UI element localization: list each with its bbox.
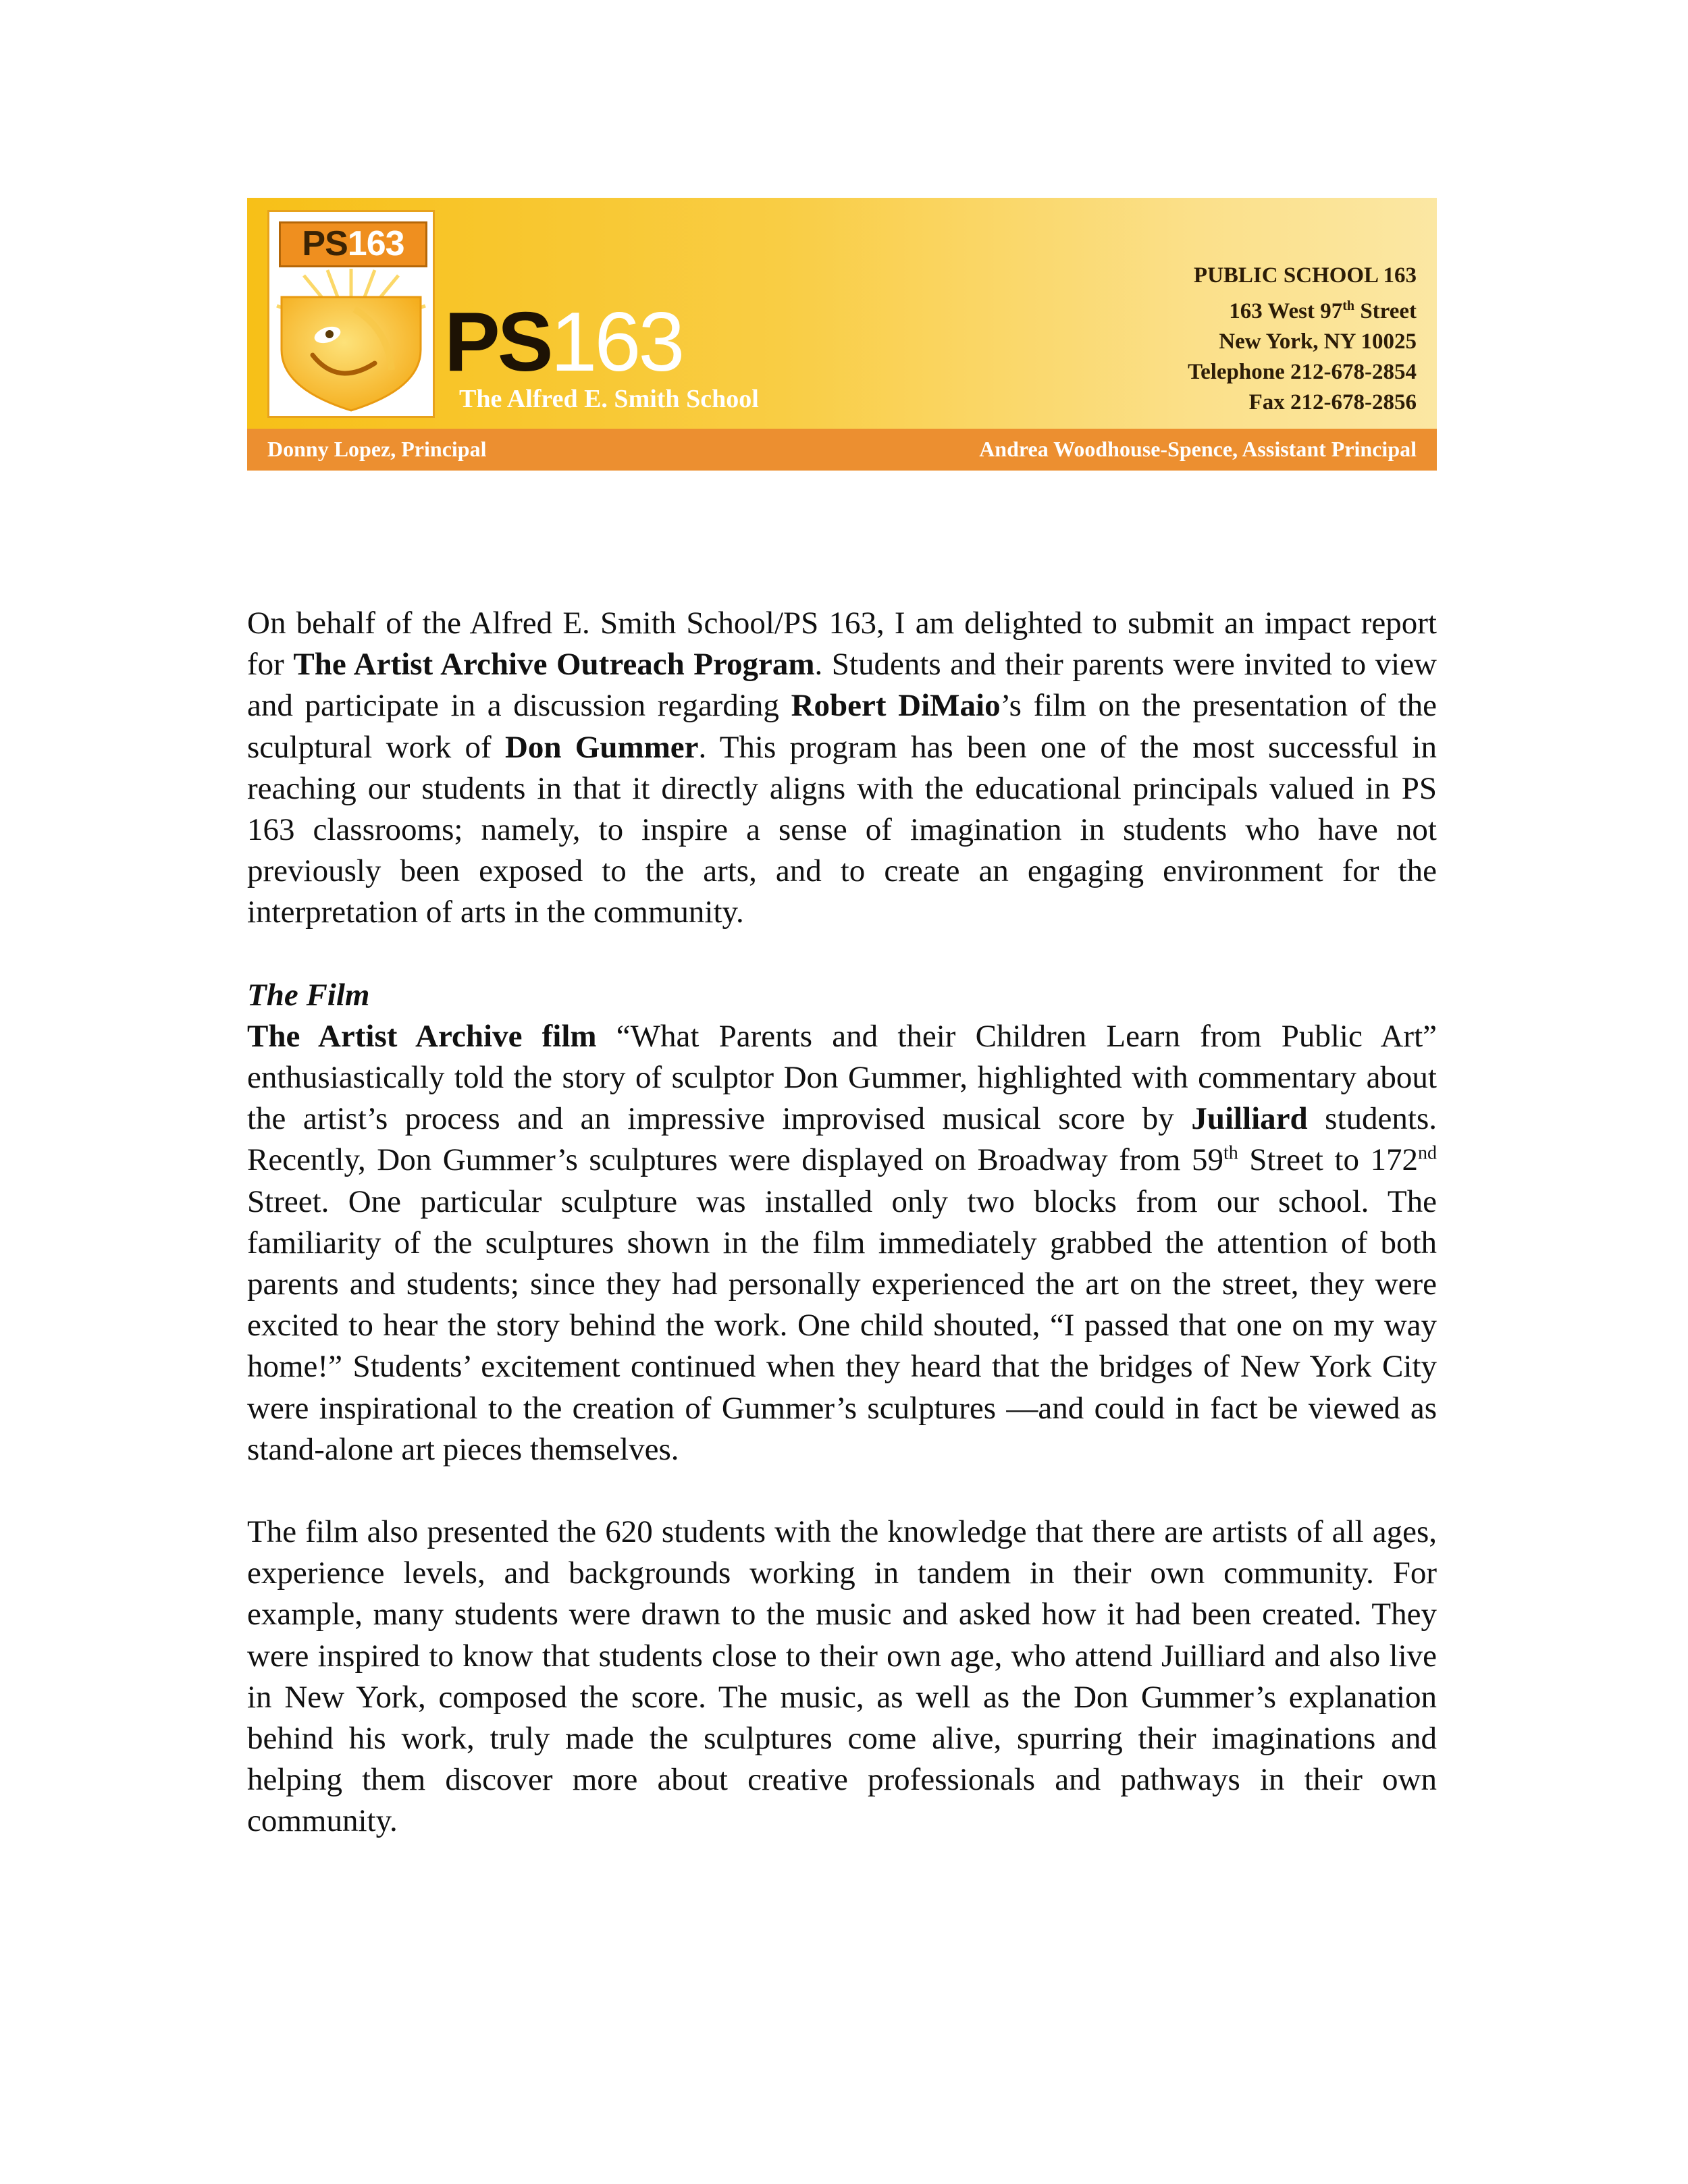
address-line-2 [1188,291,1417,327]
filmmaker-name: Robert DiMaio [791,688,1001,724]
film-text-4: Street. One particular sculpture was installed only two blocks from our school. The familiarity of the sculptures shown in the film immediately grabbed the attention of both parents and students; since they had personally experienced the art on the street, they were excited to hear the story behind the work. One child shouted, “I passed that one on my way home!” Students’ excitement continued when they heard that the bridges of New York City were inspirational to the creation of Gummer’s sculptures —and could in fact be viewed as stand-alone art pieces themselves. [247,1183,1437,1467]
address-fax: Fax 212-678-2856 [1248,390,1417,415]
principal-name: Donny Lopez, Principal [267,437,487,461]
sculptor-name: Don Gummer [504,729,699,765]
section-heading-film: The Film [247,977,370,1013]
intro-text-3: ’s film on the presentation of the sculptural work of [247,688,1437,765]
address-street-word: Street [1354,299,1417,323]
paragraph-gap [247,934,1437,975]
program-name: The Artist Archive Outreach Program [293,647,815,683]
address-street-suffix: th [1342,298,1355,313]
closing-paragraph: The film also presented the 620 students with the knowledge that there are artists of all ages, experience levels, and backgrounds working in tandem in their own community. For example, many students were drawn to the music and asked how it had been created. They were inspired to know that students close to their own age, who attend Juilliard and also live in New York, composed the score. The music, as well as the Don Gummer’s explanation behind his work, truly made the sculptures come alive, spurring their imaginations and helping them discover more about creative professionals and pathways in their own community. [247,1514,1437,1839]
ordinal-suffix-nd: nd [1418,1142,1438,1164]
staff-strip [247,429,1437,471]
intro-text-4: . This program has been one of the most successful in reaching our students in that it directly aligns with the educational principals valued in PS 163 classrooms; namely, to inspire a sense of imagination in students who have not previously been exposed to the arts, and to create an engaging environment for the interpretation of arts in the community. [247,729,1437,930]
logo-label-number: 163 [347,224,404,263]
film-text-1: “What Parents and their Children Learn from Public Art” enthusiastically told the story of sculptor Don Gummer, highlighted with commentary about the artist’s process and an impressive improvised musical score by [247,1018,1437,1137]
address-line-3: New York, NY 10025 [1219,329,1417,354]
film-paragraph [247,1016,1437,1470]
school-address [1188,261,1417,418]
assistant-principal-name: Andrea Woodhouse-Spence, Assistant Principal [979,437,1417,461]
intro-paragraph [247,603,1437,934]
film-title-label: The Artist Archive film [247,1018,597,1054]
juilliard-label: Juilliard [1191,1101,1308,1137]
film-text-2: students. Recently, Don Gummer’s sculptures were displayed on Broadway from 59 [247,1101,1437,1178]
letterhead-banner [247,198,1437,471]
school-logo [267,210,435,418]
brand-wordmark [444,296,683,389]
paragraph-gap [247,1470,1437,1512]
logo-label-ps: PS [302,224,348,263]
address-telephone: Telephone 212-678-2854 [1188,360,1417,384]
address-street-number: 163 West 97 [1229,299,1343,323]
address-line-1: PUBLIC SCHOOL 163 [1193,263,1417,288]
intro-text-1: On behalf of the Alfred E. Smith School/PS 163, I am delighted to submit an impact report for [247,606,1437,683]
logo-label [279,221,427,267]
letter-body [247,603,1437,1842]
ordinal-suffix-th: th [1223,1142,1238,1164]
sun-shield-icon [273,269,429,412]
intro-text-2: . Students and their parents were invited to view and participate in a discussion regarding [247,647,1438,724]
school-name: The Alfred E. Smith School [459,385,759,413]
brand-ps: PS [444,296,551,389]
brand-number: 163 [550,296,683,389]
film-text-3: Street to 172 [1238,1142,1419,1178]
